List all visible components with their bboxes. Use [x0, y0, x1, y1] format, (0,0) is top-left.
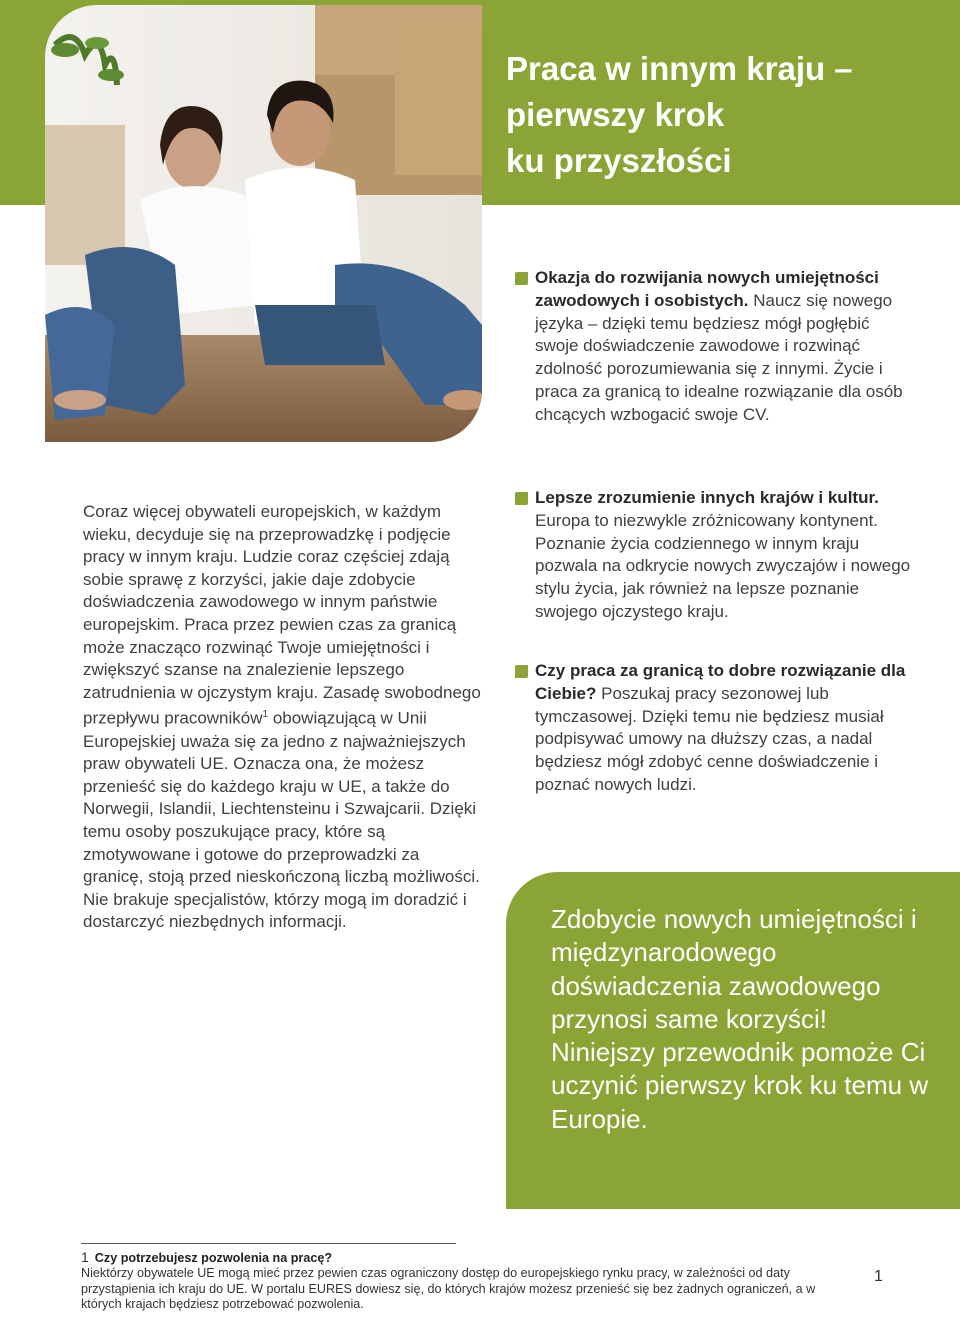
bullet-heading: Okazja do rozwijania nowych umiejętności zawodowych i osobistych. — [535, 268, 879, 310]
bullet-body: Poszukaj pracy sezonowej lub tymczasowej. Dzięki temu nie będziesz musiał podpisywać umowy na dłuższy czas, a nadal będziesz mógł zdobyć cenne doświadczenie i poznać nowych ludzi. — [535, 683, 884, 794]
callout-text: Zdobycie nowych umiejętności i międzynarodowego doświadczenia zawodowego przynosi same korzyści! Niniejszy przewodnik pomoże Ci uczynić pierwszy krok ku temu w Europie. — [551, 904, 929, 1134]
footnote-text: Niektórzy obywatele UE mogą mieć przez pewien czas ograniczony dostęp do europejskiego rynku pracy, w zależności od daty przystąpienia ich kraju do UE. W portalu EURES dowiesz się, do których krajów możesz przenieść się bez żadnych ograniczeń, a w których krajach będziesz potrzebować pozwolenia. — [81, 1266, 816, 1311]
footnote-reference: 1 — [262, 709, 269, 721]
page-title-line-3: ku przyszłości — [506, 142, 732, 179]
page-title — [506, 46, 946, 184]
bullet-cultures — [515, 487, 915, 624]
couple-photo — [45, 5, 482, 442]
green-square-bullet-icon — [515, 492, 528, 505]
footnote-divider — [81, 1243, 456, 1244]
intro-text-part-2: obowiązującą w Unii Europejskiej uważa się za jedno z najważniejszych praw obywateli UE. Oznacza ona, że możesz przenieść się do każdego kraju w UE, a także do Norwegii, Islandii, Liechtensteinu i Szwajcarii. Dzięki temu osoby poszukujące pracy, które są zmotywowane i gotowe do przeprowadzki za granicę, stoją przed nieskończoną liczbą możliwości. Nie brakuje specjalistów, którzy mogą im doradzić i dostarczyć niezbędnych informacji. — [83, 709, 480, 932]
page-number: 1 — [874, 1268, 883, 1285]
bullet-body: Naucz się nowego języka – dzięki temu będziesz mógł pogłębić swoje doświadczenie zawodowe i rozwinąć zdolność porozumiewania się z innymi. Życie i praca za granicą to idealne rozwiązanie dla osób chcących wzbogacić swoje CV. — [535, 290, 903, 424]
intro-text-part-1: Coraz więcej obywateli europejskich, w każdym wieku, decyduje się na przeprowadzkę i podjęcie pracy w innym kraju. Ludzie coraz częściej zdają sobie sprawę z korzyści, jakie daje zdobycie doświadczenia zawodowego w innym państwie europejskim. Praca przez pewien czas za granicą może znacząco rozwinąć Twoje umiejętności i zwiększyć szanse na znalezienie lepszego zatrudnienia w ojczystym kraju. Zasadę swobodnego przepływu pracowników — [83, 502, 481, 728]
page-title-line-2: pierwszy krok — [506, 96, 725, 133]
bullet-body: Europa to niezwykle zróżnicowany kontynent. Poznanie życia codziennego w innym kraju pozwala na odkrycie nowych zwyczajów i nowego stylu życia, jak również na lepsze poznanie swojego ojczystego kraju. — [535, 510, 911, 621]
bullet-heading: Lepsze zrozumienie innych krajów i kultur. — [535, 488, 879, 507]
footnote-title: Czy potrzebujesz pozwolenia na pracę? — [94, 1251, 333, 1265]
bullet-paragraph — [515, 487, 915, 624]
footnote — [81, 1250, 851, 1312]
page-title-line-1: Praca w innym kraju – — [506, 50, 853, 87]
green-square-bullet-icon — [515, 272, 528, 285]
green-square-bullet-icon — [515, 665, 528, 678]
intro-paragraph — [83, 501, 483, 934]
couple-photo-illustration — [45, 5, 482, 442]
bullet-heading: Czy praca za granicą to dobre rozwiązanie dla Ciebie? — [535, 661, 906, 703]
bullet-paragraph — [515, 267, 915, 427]
bullet-skills — [515, 267, 915, 427]
bullet-is-it-for-you — [515, 660, 915, 797]
bullet-paragraph — [515, 660, 915, 797]
footnote-number: 1 — [81, 1249, 89, 1265]
